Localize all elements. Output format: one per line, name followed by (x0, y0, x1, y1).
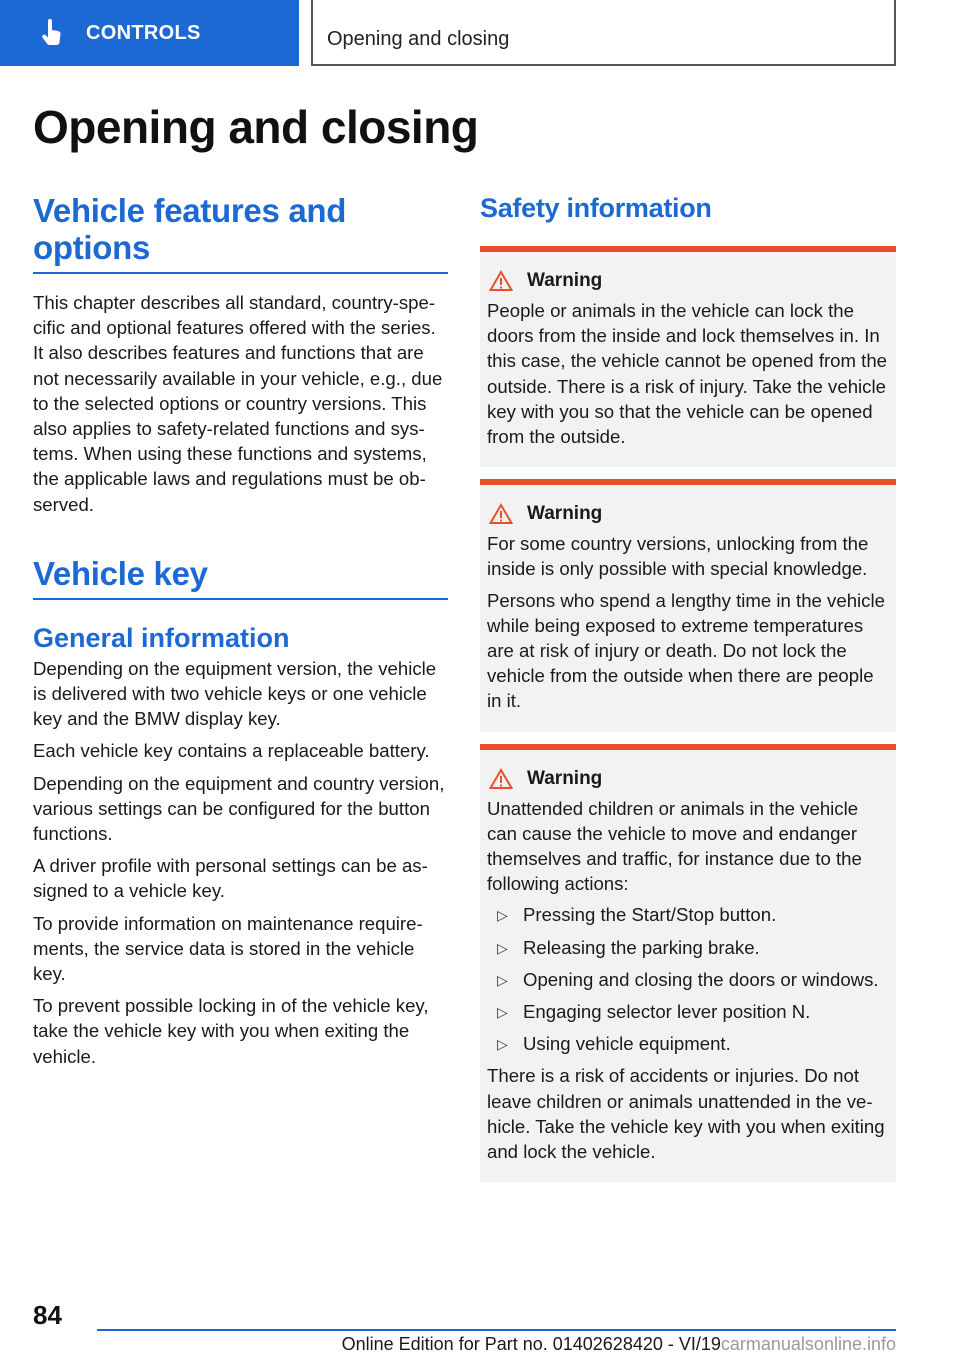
watermark: carmanualsonline.info (720, 1334, 896, 1354)
hand-pointer-icon (40, 19, 64, 47)
list-item-text: Releasing the parking brake. (523, 936, 760, 958)
warning-text: People or animals in the vehicle can lock the doors from the inside and lock themselves in. In this case, the vehicle cannot be opened from the outside. There is a risk of injury. Take the vehicle key with you so that the vehicle can be opened from the outside. (487, 300, 888, 448)
warning-triangle-icon (489, 768, 513, 790)
warning-text: There is a risk of accidents or injuries. Do not leave children or animals unattended in the vehicle. Take the vehicle key with you when exiting and lock the vehicle. (487, 1065, 885, 1163)
warning-box (480, 744, 896, 1183)
bullet-triangle-icon: ▷ (497, 907, 508, 924)
list-item (487, 902, 889, 927)
general-paragraph: Depending on the equipment and country version, various settings can be configured for the button functions. (33, 772, 445, 845)
general-paragraph: A driver profile with personal settings can be assigned to a vehicle key. (33, 855, 428, 902)
features-heading (33, 192, 448, 274)
warning-label: Warning (527, 503, 603, 525)
list-item-text: Opening and closing the doors or windows. (523, 968, 879, 990)
list-item-text: Engaging selector lever position N. (523, 1001, 811, 1023)
warning-label: Warning (527, 767, 603, 789)
bullet-triangle-icon: ▷ (497, 939, 508, 956)
edition-text: Online Edition for Part no. 01402628420 - VI/19 (341, 1334, 721, 1354)
general-paragraph: To prevent possible locking in of the vehicle key, take the vehicle key with you when exiting the vehicle. (33, 995, 429, 1067)
warning-box (480, 246, 896, 467)
list-item (487, 967, 889, 992)
bullet-triangle-icon: ▷ (497, 1036, 508, 1053)
warning-box (480, 479, 896, 731)
section-tab[interactable] (0, 0, 299, 66)
page-header (0, 0, 960, 66)
right-column (480, 192, 896, 1182)
action-list (487, 902, 889, 1056)
page-title: Opening and closing (33, 101, 479, 153)
list-item (487, 935, 889, 960)
warning-header (487, 270, 889, 292)
general-paragraph: Depending on the equipment version, the vehicle is delivered with two vehicle keys or one vehicle key and the BMW display key. (33, 657, 437, 730)
warning-text: Unattended children or animals in the vehicle can cause the vehicle to move and endanger themselves and traffic, for instance due to the following actions: (487, 797, 862, 895)
warning-label: Warning (527, 270, 603, 291)
page-footer (97, 1329, 896, 1355)
bullet-triangle-icon: ▷ (497, 1004, 508, 1021)
features-text: This chapter describes all standard, country-specific and optional features offered with the series. It also describes features and functions that are not necessarily available in your vehicle, e.g., due to the selected options or country versions. This also applies to safety-related functions and systems. When using these functions and systems, the applicable laws and regulations must be observed. (33, 292, 443, 515)
left-column (33, 192, 448, 1069)
warning-triangle-icon (489, 270, 513, 292)
warning-text: For some country versions, unlocking from the inside is only possible with special knowledge. (487, 533, 869, 580)
list-item-text: Using vehicle equipment. (523, 1033, 731, 1055)
general-paragraph: Each vehicle key contains a replaceable battery. (33, 740, 430, 762)
chapter-tab[interactable]: Opening and closing (311, 0, 896, 66)
warning-triangle-icon (489, 503, 513, 525)
safety-heading: Safety information (480, 193, 712, 223)
warning-text: Persons who spend a lengthy time in the vehicle while being exposed to extreme temperatures are at risk of injury or death. Do not lock the vehicle from the outside when there are people in it. (487, 589, 885, 712)
warning-header (487, 503, 889, 525)
page-number: 84 (33, 1300, 62, 1330)
section-label: CONTROLS (86, 21, 201, 44)
vehicle-key-heading: Vehicle key (33, 555, 448, 600)
general-info-heading: General information (33, 622, 290, 653)
features-heading-line2: options (33, 229, 151, 266)
list-item (487, 1031, 889, 1056)
bullet-triangle-icon: ▷ (497, 971, 508, 988)
general-paragraph: To provide information on maintenance requirements, the service data is stored in the vehicle key. (33, 912, 423, 985)
features-heading-line1: Vehicle features and (33, 192, 347, 229)
list-item-text: Pressing the Start/Stop button. (523, 904, 777, 926)
list-item (487, 999, 889, 1024)
warning-header (487, 768, 889, 790)
